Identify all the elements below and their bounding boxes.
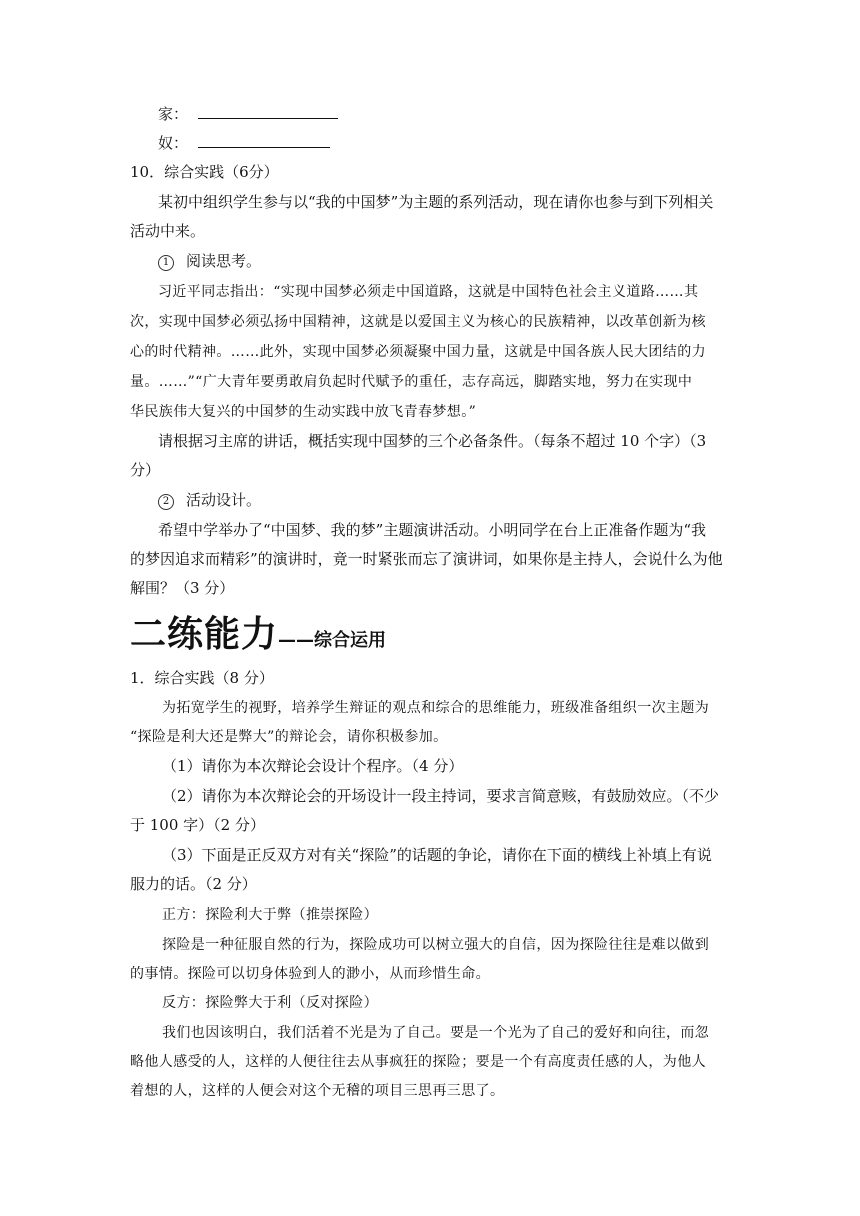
- task-2-cont: 解围？（3 分）: [130, 579, 235, 597]
- task-1: 请根据习主席的讲话，概括实现中国梦的三个必备条件。（每条不超过 10 个字）（3: [158, 432, 707, 450]
- sub-question-1: （1）请你为本次辩论会设计个程序。（4 分）: [162, 757, 464, 775]
- question-10-title: 10．综合实践（6分）: [130, 163, 279, 181]
- blank-label: 奴：: [158, 134, 189, 152]
- question-10-intro: 某初中组织学生参与以“我的中国梦”为主题的系列活动，现在请你也参与到下列相关: [158, 193, 714, 211]
- sub-item-label: 活动设计。: [186, 491, 262, 509]
- sub-question-3: （3）下面是正反双方对有关“探险”的话题的争论，请你在下面的横线上补填上有说: [162, 846, 712, 864]
- sub-item-label: 阅读思考。: [186, 252, 262, 270]
- quote-line: 心的时代精神。……此外，实现中国梦必须凝聚中国力量，这就是中国各族人民大团结的力: [130, 344, 706, 360]
- section-heading: [130, 606, 386, 657]
- sub-question-3-cont: 服力的话。（2 分）: [130, 875, 257, 893]
- task-2-cont: 的梦因追求而精彩”的演讲时，竟一时紧张而忘了演讲词，如果你是主持人，会说什么为他: [130, 550, 723, 568]
- question-10-intro-cont: 活动中来。: [130, 222, 206, 240]
- con-side-text-cont: 着想的人，这样的人便会对这个无稽的项目三思再三思了。: [130, 1083, 505, 1099]
- quote-line: 习近平同志指出：“实现中国梦必须走中国道路，这就是中国特色社会主义道路……其: [158, 284, 699, 300]
- question-1-intro: 为拓宽学生的视野，培养学生辩证的观点和综合的思维能力，班级准备组织一次主题为: [162, 700, 710, 716]
- fill-in-blank[interactable]: [198, 104, 338, 119]
- fill-in-blank[interactable]: [198, 133, 330, 148]
- sub-item-activity: [158, 490, 758, 510]
- circled-number: 2: [158, 494, 174, 510]
- quote-line: 华民族伟大复兴的中国梦的生动实践中放飞青春梦想。”: [130, 404, 477, 420]
- pro-side-text: 探险是一种征服自然的行为，探险成功可以树立强大的自信，因为探险往往是难以做到: [162, 937, 710, 953]
- section-title: 二练能力: [130, 614, 279, 655]
- sub-item-reading: [158, 251, 758, 271]
- sub-question-2: （2）请你为本次辩论会的开场设计一段主持词，要求言简意赅，有鼓励效应。（不少: [162, 787, 720, 805]
- con-side-label: 反方：探险弊大于利（反对探险）: [162, 995, 378, 1011]
- pro-side-text-cont: 的事情。探险可以切身体验到人的渺小，从而珍惜生命。: [130, 966, 490, 982]
- question-1-title: 1．综合实践（8 分）: [130, 669, 274, 687]
- pro-side-label: 正方：探险利大于弊（推崇探险）: [162, 907, 378, 923]
- task-2: 希望中学举办了“中国梦、我的梦”主题演讲活动。小明同学在台上正准备作题为“我: [158, 521, 707, 539]
- section-subtitle: ——综合运用: [278, 630, 387, 651]
- con-side-text-cont: 略他人感受的人，这样的人便往往去从事疯狂的探险；要是一个有高度责任感的人，为他人: [130, 1054, 706, 1070]
- question-1-intro-cont: “探险是利大还是弊大”的辩论会，请你积极参加。: [130, 729, 448, 745]
- task-1-cont: 分）: [130, 461, 161, 479]
- blank-line-nu: [158, 133, 758, 153]
- circled-number: 1: [158, 255, 174, 271]
- quote-line: 次，实现中国梦必须弘扬中国精神，这就是以爱国主义为核心的民族精神，以改革创新为核: [130, 314, 706, 330]
- sub-question-2-cont: 于 100 字）（2 分）: [130, 816, 265, 834]
- blank-label: 家：: [158, 105, 189, 123]
- blank-line-jia: [158, 104, 758, 124]
- quote-line: 量。……”“广大青年要勇敢肩负起时代赋予的重任，志存高远，脚踏实地，努力在实现中: [130, 374, 693, 390]
- con-side-text: 我们也因该明白，我们活着不光是为了自己。要是一个光为了自己的爱好和向往，而忽: [162, 1025, 710, 1041]
